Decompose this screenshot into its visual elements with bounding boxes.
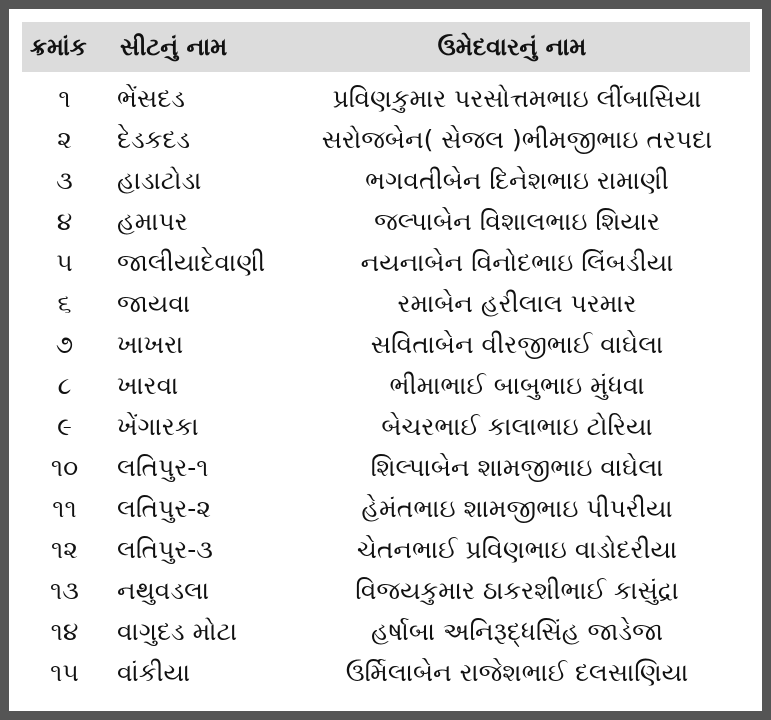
row-seat-name: હમાપર xyxy=(117,207,188,236)
row-number: ૫ xyxy=(56,248,73,277)
row-candidate-name: હેમંતભાઇ શામજીભાઇ પીપરીયા xyxy=(361,494,673,523)
row-candidate-name: ઉર્મિલાબેન રાજેશભાઈ દલસાણિયા xyxy=(345,658,689,687)
row-seat-name: ખારવા xyxy=(117,371,179,400)
row-number: ૧૧ xyxy=(52,494,77,523)
row-number: ૭ xyxy=(55,330,74,359)
row-seat-name: જાયવા xyxy=(117,289,191,318)
table-row xyxy=(22,119,750,160)
header-number: ક્રમાંક xyxy=(30,33,87,61)
row-number: ૧૦ xyxy=(50,453,79,482)
row-number: ૩ xyxy=(56,166,73,195)
header-seat-name: સીટનું નામ xyxy=(120,33,228,61)
row-seat-name: જાલીયાદેવાણી xyxy=(117,248,266,277)
row-candidate-name: બેચરભાઈ કાલાભાઇ ટોરિયા xyxy=(381,412,653,441)
row-number: ૧૪ xyxy=(50,617,79,646)
row-candidate-name: શિલ્પાબેન શામજીભાઇ વાઘેલા xyxy=(370,453,664,482)
row-seat-name: ભેંસદડ xyxy=(117,84,185,113)
row-seat-name: ખેંગારકા xyxy=(117,412,199,441)
row-candidate-name: રમાબેન હરીલાલ પરમાર xyxy=(397,289,637,318)
row-number: ૧૨ xyxy=(51,535,78,564)
row-candidate-name: જલ્પાબેન વિશાલભાઇ શિયાર xyxy=(374,207,660,236)
table-row xyxy=(22,652,750,693)
row-candidate-name: નયનાબેન વિનોદભાઇ લિંબડીયા xyxy=(360,248,674,277)
table-row xyxy=(22,529,750,570)
row-number: ૬ xyxy=(57,289,72,318)
row-seat-name: નથુવડલા xyxy=(117,576,210,605)
row-candidate-name: હર્ષાબા અનિરૂદ્ધસિંહ જાડેજા xyxy=(370,617,664,646)
table-row xyxy=(22,160,750,201)
row-number: ૯ xyxy=(57,412,72,441)
table-row xyxy=(22,611,750,652)
row-number: ૨ xyxy=(57,125,72,154)
row-candidate-name: સરોજબેન( સેજલ )ભીમજીભાઇ તરપદા xyxy=(321,125,713,154)
row-candidate-name: પ્રવિણકુમાર પરસોત્તમભાઇ લીંબાસિયા xyxy=(332,84,702,113)
row-number: ૮ xyxy=(57,371,72,400)
row-seat-name: ખાખરા xyxy=(117,330,184,359)
row-number: ૧ xyxy=(58,84,71,113)
table-row xyxy=(22,283,750,324)
row-number: ૧૫ xyxy=(50,658,79,687)
row-candidate-name: ભગવતીબેન દિનેશભાઇ રામાણી xyxy=(365,166,669,195)
row-number: ૪ xyxy=(56,207,73,236)
table-header xyxy=(22,22,750,72)
row-number: ૧૩ xyxy=(50,576,79,605)
table-row xyxy=(22,488,750,529)
row-seat-name: હાડાટોડા xyxy=(117,166,202,195)
row-seat-name: લતિપુર-૨ xyxy=(117,494,211,523)
row-seat-name: વાંકીયા xyxy=(117,658,191,687)
row-candidate-name: વિજયકુમાર ઠાકરશીભાઈ કાસુંદ્રા xyxy=(355,576,679,605)
table-row xyxy=(22,78,750,119)
table-row xyxy=(22,447,750,488)
row-candidate-name: સવિતાબેન વીરજીભાઈ વાઘેલા xyxy=(370,330,664,359)
row-candidate-name: ભીમાભાઈ બાબુભાઇ મુંધવા xyxy=(389,371,645,400)
row-candidate-name: ચેતનભાઈ પ્રવિણભાઇ વાડોદરીયા xyxy=(356,535,678,564)
row-seat-name: લતિપુર-૩ xyxy=(117,535,213,564)
row-seat-name: દેડકદડ xyxy=(117,125,191,154)
row-seat-name: લતિપુર-૧ xyxy=(117,453,209,482)
table-row xyxy=(22,201,750,242)
table-body xyxy=(22,78,750,693)
header-candidate-name: ઉમેદવારનું નામ xyxy=(437,33,587,61)
table-row xyxy=(22,406,750,447)
table-row xyxy=(22,324,750,365)
table-row xyxy=(22,365,750,406)
row-seat-name: વાગુદડ મોટા xyxy=(117,617,238,646)
table-row xyxy=(22,570,750,611)
table-row xyxy=(22,242,750,283)
